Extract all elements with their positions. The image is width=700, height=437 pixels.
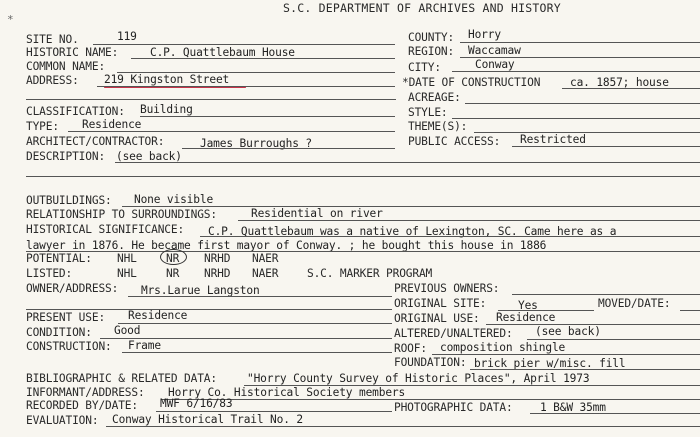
city-line	[452, 71, 700, 72]
biblio-value: "Horry County Survey of Historic Places", April 1973	[247, 372, 590, 385]
evaluation-label: EVALUATION:	[26, 414, 99, 427]
altered-line	[527, 339, 700, 340]
recorded-line	[156, 411, 392, 412]
significance-label: HISTORICAL SIGNIFICANCE:	[26, 223, 185, 236]
altered-value: (see back)	[535, 325, 601, 338]
altered-label: ALTERED/UNALTERED:	[394, 327, 513, 340]
outbuildings-line	[122, 206, 700, 207]
moved-date-line	[680, 310, 700, 311]
description-line	[115, 162, 700, 163]
style-line	[452, 118, 700, 119]
recorded-value: MWF 6/16/83	[160, 397, 233, 410]
photo-value: 1 B&W 35mm	[540, 401, 606, 414]
site-no-label: SITE NO.	[26, 33, 79, 46]
site-no-value: 119	[117, 30, 137, 43]
address-red-underline	[104, 87, 246, 88]
architect-line	[182, 148, 395, 149]
informant-label: INFORMANT/ADDRESS:	[26, 386, 145, 399]
historic-name-value: C.P. Quattlebaum House	[150, 46, 295, 59]
foundation-label: FOUNDATION:	[394, 356, 467, 369]
site-no-line	[93, 44, 395, 45]
city-label: CITY:	[408, 61, 441, 74]
type-value: Residence	[82, 118, 142, 131]
original-use-value: Residence	[496, 311, 556, 324]
construction-value: Frame	[128, 339, 161, 352]
listed-naer: NAER	[252, 267, 279, 280]
city-value: Conway	[475, 58, 515, 71]
listed-nrhd: NRHD	[204, 267, 231, 280]
biblio-label: BIBLIOGRAPHIC & RELATED DATA:	[26, 372, 217, 385]
condition-value: Good	[114, 324, 141, 337]
potential-nhl: NHL	[117, 252, 137, 265]
county-value: Horry	[468, 28, 501, 41]
classification-label: CLASSIFICATION:	[26, 105, 125, 118]
previous-owners-line	[512, 294, 700, 295]
public-access-line	[512, 146, 700, 147]
photo-label: PHOTOGRAPHIC DATA:	[394, 401, 513, 414]
original-site-value: Yes	[518, 299, 538, 312]
roof-label: ROOF:	[394, 342, 427, 355]
date-line	[562, 88, 700, 89]
address-value: 219 Kingston Street	[104, 73, 230, 86]
corner-mark: *	[7, 13, 14, 26]
construction-label: CONSTRUCTION:	[26, 340, 112, 353]
marker-program-label: S.C. MARKER PROGRAM	[307, 267, 433, 280]
county-line	[460, 42, 700, 43]
owner-label: OWNER/ADDRESS:	[26, 282, 119, 295]
significance-rule-1	[200, 236, 700, 237]
acreage-label: ACREAGE:	[408, 91, 461, 104]
department-title: S.C. DEPARTMENT OF ARCHIVES AND HISTORY	[283, 1, 561, 15]
relationship-value: Residential on river	[251, 207, 383, 220]
construction-line	[122, 352, 392, 353]
classification-value: Building	[140, 103, 193, 116]
style-label: STYLE:	[408, 106, 448, 119]
informant-value: Horry Co. Historical Society members	[168, 386, 406, 399]
recorded-label: RECORDED BY/DATE:	[26, 399, 138, 412]
roof-value: composition shingle	[440, 341, 566, 354]
present-use-label: PRESENT USE:	[26, 311, 106, 324]
informant-line	[162, 399, 700, 400]
owner-line-2	[26, 309, 392, 310]
moved-date-label: MOVED/DATE:	[598, 297, 671, 310]
relationship-line	[238, 220, 700, 221]
public-access-value: Restricted	[520, 133, 586, 146]
listed-label: LISTED:	[26, 267, 73, 280]
blank-line-2	[26, 176, 700, 177]
common-name-label: COMMON NAME:	[26, 60, 106, 73]
description-label: DESCRIPTION:	[26, 150, 106, 163]
date-label: *DATE OF CONSTRUCTION	[402, 76, 541, 89]
previous-owners-label: PREVIOUS OWNERS:	[394, 282, 500, 295]
region-value: Waccamaw	[468, 44, 521, 57]
potential-nrhd: NRHD	[204, 252, 231, 265]
nr-circle-mark	[160, 249, 187, 265]
outbuildings-label: OUTBUILDINGS:	[26, 194, 112, 207]
roof-line	[432, 354, 700, 355]
owner-value: Mrs.Larue Langston	[141, 284, 260, 297]
owner-line	[128, 296, 392, 297]
present-use-value: Residence	[128, 309, 188, 322]
theme-label: THEME(S):	[408, 120, 468, 133]
potential-nr: NR	[166, 252, 180, 265]
theme-line	[474, 132, 700, 133]
type-line	[68, 131, 395, 132]
historic-name-label: HISTORIC NAME:	[26, 46, 119, 59]
county-label: COUNTY:	[408, 31, 455, 44]
significance-line1: C.P. Quattlebaum was a native of Lexington, SC. Came here as a	[208, 225, 617, 238]
architect-label: ARCHITECT/CONTRACTOR:	[26, 135, 165, 148]
condition-label: CONDITION:	[26, 326, 92, 339]
potential-naer: NAER	[252, 252, 279, 265]
evaluation-line	[106, 426, 700, 427]
type-label: TYPE:	[26, 120, 59, 133]
listed-nr: NR	[166, 267, 180, 280]
listed-nhl: NHL	[117, 267, 137, 280]
present-use-line	[118, 323, 392, 324]
relationship-label: RELATIONSHIP TO SURROUNDINGS:	[26, 208, 217, 221]
significance-line2: lawyer in 1876. He became first mayor of Conway. ; he bought this house in 1886	[26, 239, 547, 252]
region-label: REGION:	[408, 45, 455, 58]
acreage-line	[465, 103, 700, 104]
classification-line	[140, 116, 395, 117]
outbuildings-value: None visible	[134, 193, 214, 206]
original-use-label: ORIGINAL USE:	[394, 312, 480, 325]
historic-name-line	[131, 58, 395, 59]
original-site-label: ORIGINAL SITE:	[394, 297, 487, 310]
description-value: (see back)	[116, 150, 182, 163]
date-value: ca. 1857; house	[570, 76, 669, 89]
architect-value: James Burroughs ?	[200, 137, 312, 150]
evaluation-value: Conway Historical Trail No. 2	[112, 413, 303, 426]
address-label: ADDRESS:	[26, 74, 79, 87]
potential-label: POTENTIAL:	[26, 252, 92, 265]
photo-line	[530, 413, 700, 414]
foundation-value: brick pier w/misc. fill	[474, 357, 626, 370]
blank-line-1	[26, 99, 396, 100]
public-access-label: PUBLIC ACCESS:	[408, 135, 501, 148]
foundation-line	[470, 369, 700, 370]
